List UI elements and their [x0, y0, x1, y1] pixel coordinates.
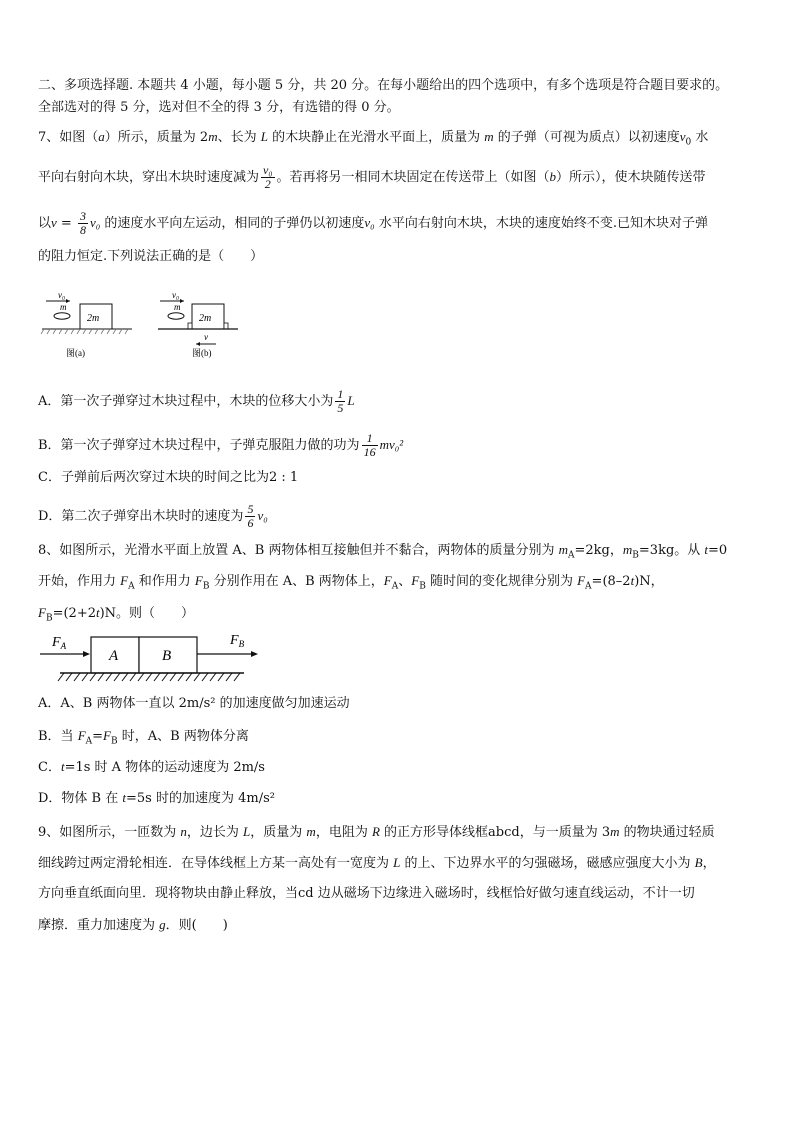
numerator: 1: [362, 432, 378, 446]
text: F: [38, 605, 46, 620]
q7-option-c: [38, 469, 298, 487]
text: a: [98, 129, 105, 144]
text: 平向右射向木块，穿出木块时速度减为: [38, 170, 260, 185]
q9-line1: [38, 823, 715, 842]
fraction: [335, 388, 345, 415]
text: ）所示），使木块随传送带: [556, 170, 706, 185]
text: t: [704, 542, 709, 557]
text: g: [159, 917, 166, 932]
text: 9、如图所示，一匝数为: [38, 825, 181, 840]
q8-option-c: [38, 758, 265, 777]
text: t: [95, 605, 100, 620]
q7-option-a: [38, 388, 355, 415]
text: =3kg。从: [638, 543, 705, 558]
text: 方向垂直纸面向里．现将物块由静止释放，当: [38, 886, 299, 901]
numerator: v₀: [263, 163, 273, 177]
arrow-head-icon: [83, 651, 90, 657]
text: v₀: [89, 215, 101, 230]
text: B: [45, 613, 53, 624]
bullet-mass-label: m: [174, 302, 181, 312]
denominator: 5: [337, 401, 344, 415]
text: 的子弹（可视为质点）以初速度: [493, 130, 680, 145]
text: B: [111, 736, 118, 747]
figure-b: [158, 285, 244, 363]
bullet-mass-label: m: [60, 302, 67, 312]
v0-label: v₀: [172, 290, 180, 300]
text: ，电阻为: [315, 825, 372, 840]
text: 7、如图（: [38, 130, 99, 145]
text: C．子弹前后两次穿过木块的时间之比为: [38, 470, 269, 485]
text: 8、如图所示，光滑水平面上放置 A、B 两物体相互接触但并不黏合，两物体的质量分别为: [38, 543, 559, 558]
fraction: [261, 164, 275, 191]
block-stopper-left: [188, 323, 192, 329]
text: =5s 时的加速度为 4m/s²: [126, 791, 275, 806]
text: ，边长为: [186, 825, 244, 840]
q9-line2: [38, 854, 716, 873]
belt-velocity-label: v: [204, 332, 208, 342]
ground-hatching: [41, 329, 128, 334]
text: D．第二次子弹穿出木块时的速度为: [38, 509, 244, 524]
denominator: 6: [247, 516, 254, 530]
q8-line2: [38, 572, 664, 596]
text: 摩擦．重力加速度为: [38, 918, 160, 933]
arrow-head-icon: [66, 299, 70, 303]
q7-option-b: [38, 432, 403, 459]
denominator: 8: [79, 223, 86, 237]
q8-option-a: A．A、B 两物体一直以 2m/s² 的加速度做匀加速运动: [38, 696, 350, 711]
v0-label: v₀: [58, 290, 66, 300]
figure-a: [40, 285, 140, 363]
numerator: 1: [337, 387, 344, 401]
text: A: [128, 581, 135, 592]
q8-option-b: [38, 727, 249, 751]
figure-b-caption: 图(b): [192, 348, 212, 358]
text: 开始，作用力: [38, 574, 121, 589]
text: =1s 时 A 物体的运动速度为 2m/s: [64, 760, 265, 775]
q7-line3: [38, 210, 708, 237]
fraction: [245, 503, 255, 530]
text: ．则( ): [165, 918, 228, 933]
block-mass-label: 2m: [199, 313, 212, 324]
text: L: [347, 393, 355, 408]
text: v₀: [364, 215, 375, 230]
text: m: [208, 129, 218, 144]
text: 水: [691, 130, 709, 145]
text: B: [632, 550, 639, 561]
text: F: [411, 573, 420, 588]
text: abcd: [488, 825, 520, 840]
text: B: [202, 581, 210, 592]
q7-line1: [38, 128, 708, 152]
arrow-head-icon: [180, 299, 184, 303]
q7-line2: [38, 164, 706, 191]
text: cd: [298, 886, 314, 901]
text: 的速度水平向左运动，相同的子弹仍以初速度: [100, 216, 365, 231]
text: B．当: [38, 729, 78, 744]
fraction: [362, 432, 378, 459]
text: C．: [38, 760, 61, 775]
q7-line4: 的阻力恒定.下列说法正确的是（ ）: [38, 249, 264, 264]
figure-q8-svg: [38, 626, 270, 688]
numerator: 3: [79, 209, 86, 223]
text: =: [56, 216, 76, 231]
bullet-icon: [168, 313, 184, 319]
text: 分别作用在 A、B 两物体上，: [209, 574, 384, 589]
text: b: [549, 169, 557, 184]
text: 以: [38, 216, 52, 231]
text: A: [585, 581, 592, 592]
text: =0: [708, 543, 728, 558]
text: D．物体 B 在: [38, 791, 123, 806]
denominator: 16: [363, 445, 376, 459]
text: L: [260, 129, 268, 144]
figure-a-svg: [40, 285, 140, 363]
text: 细线跨过两定滑轮相连．在导体线框上方某一高处有一宽度为: [38, 856, 394, 871]
figure-a-caption: 图(a): [66, 348, 85, 358]
text: L: [393, 855, 401, 870]
ground-hatching: [58, 673, 240, 681]
text: ，与一质量为 3: [519, 825, 611, 840]
q9-line4: [38, 916, 228, 935]
section-heading-line2: 全部选对的得 5 分，选对但不全的得 3 分，有选错的得 0 分。: [38, 100, 400, 115]
block-b-label: B: [162, 648, 172, 664]
text: =: [92, 729, 104, 744]
text: )N。则（ ）: [99, 606, 195, 621]
text: A: [85, 736, 93, 747]
text: 。若再将另一相同木块固定在传送带上（如图（: [276, 170, 550, 185]
text: B: [419, 581, 426, 592]
text: m: [306, 824, 316, 839]
block-mass-label: 2m: [87, 313, 100, 324]
text: )N，: [634, 574, 664, 589]
text: A．第一次子弹穿过木块过程中，木块的位移大小为: [38, 394, 334, 409]
text: t: [122, 790, 126, 805]
text: mv₀²: [379, 437, 404, 452]
text: =(8–2: [591, 574, 631, 589]
section-heading-line1: 二、多项选择题. 本题共 4 小题，每小题 5 分，共 20 分。在每小题给出的四个选项中，有多个选项是符合题目要求的。: [38, 78, 729, 93]
text: v: [51, 215, 57, 230]
text: v₀: [257, 508, 268, 523]
text: =(2+2: [52, 606, 96, 621]
text: 时，A、B 两物体分离: [117, 729, 249, 744]
q8-line1: [38, 541, 727, 565]
text: m: [610, 824, 620, 839]
text: F: [194, 573, 203, 588]
block-stopper-right: [224, 323, 228, 329]
numerator: 5: [247, 502, 254, 516]
q8-line3: [38, 604, 194, 628]
text: F: [383, 573, 392, 588]
arrow-head-icon: [251, 651, 258, 657]
denominator: 2: [264, 177, 271, 191]
q9-line3: [38, 885, 695, 903]
text: 、长为: [217, 130, 261, 145]
text: t: [60, 759, 65, 774]
text: =2kg，: [574, 543, 623, 558]
force-b-label: $F_B$: [230, 633, 245, 649]
text: ，质量为: [250, 825, 307, 840]
text: ）所示，质量为 2: [104, 130, 209, 145]
text: F: [120, 573, 129, 588]
text: 的物块通过轻质: [619, 825, 715, 840]
text: L: [243, 824, 251, 839]
text: F: [577, 573, 586, 588]
text: F: [77, 728, 86, 743]
force-a-label: $F_A$: [52, 635, 67, 651]
text: m: [622, 542, 633, 557]
text: R: [371, 824, 380, 839]
q8-option-d: [38, 789, 275, 808]
fraction: [78, 210, 88, 237]
text: 边从磁场下边缘进入磁场时，线框恰好做匀速直线运动，不计一切: [313, 886, 695, 901]
text: 的木块静止在光滑水平面上，质量为: [267, 130, 485, 145]
block-a-label: A: [109, 648, 119, 664]
text: 和作用力: [134, 574, 195, 589]
bullet-icon: [54, 313, 70, 319]
text: 的上、下边界水平的匀强磁场，磁感应强度大小为: [400, 856, 695, 871]
text: 0: [685, 137, 692, 148]
text: 水平向右射向木块，木块的速度始终不变.已知木块对子弹: [374, 216, 708, 231]
text: t: [630, 573, 635, 588]
text: 2 : 1: [268, 470, 299, 485]
figure-b-svg: [158, 285, 244, 363]
text: A: [391, 581, 399, 592]
text: B: [694, 855, 703, 870]
text: m: [484, 129, 494, 144]
text: 、: [398, 574, 412, 589]
text: ，: [702, 856, 716, 871]
text: A: [568, 550, 575, 561]
arrow-head-icon: [196, 342, 200, 346]
q7-option-d: [38, 503, 268, 530]
text: 的正方形导体线框: [379, 825, 489, 840]
figure-q8: [38, 626, 270, 688]
text: n: [180, 824, 187, 839]
text: F: [103, 728, 111, 743]
text: v: [679, 129, 686, 144]
text: B．第一次子弹穿过木块过程中，子弹克服阻力做的功为: [38, 438, 360, 453]
text: 随时间的变化规律分别为: [425, 574, 578, 589]
text: m: [558, 542, 569, 557]
